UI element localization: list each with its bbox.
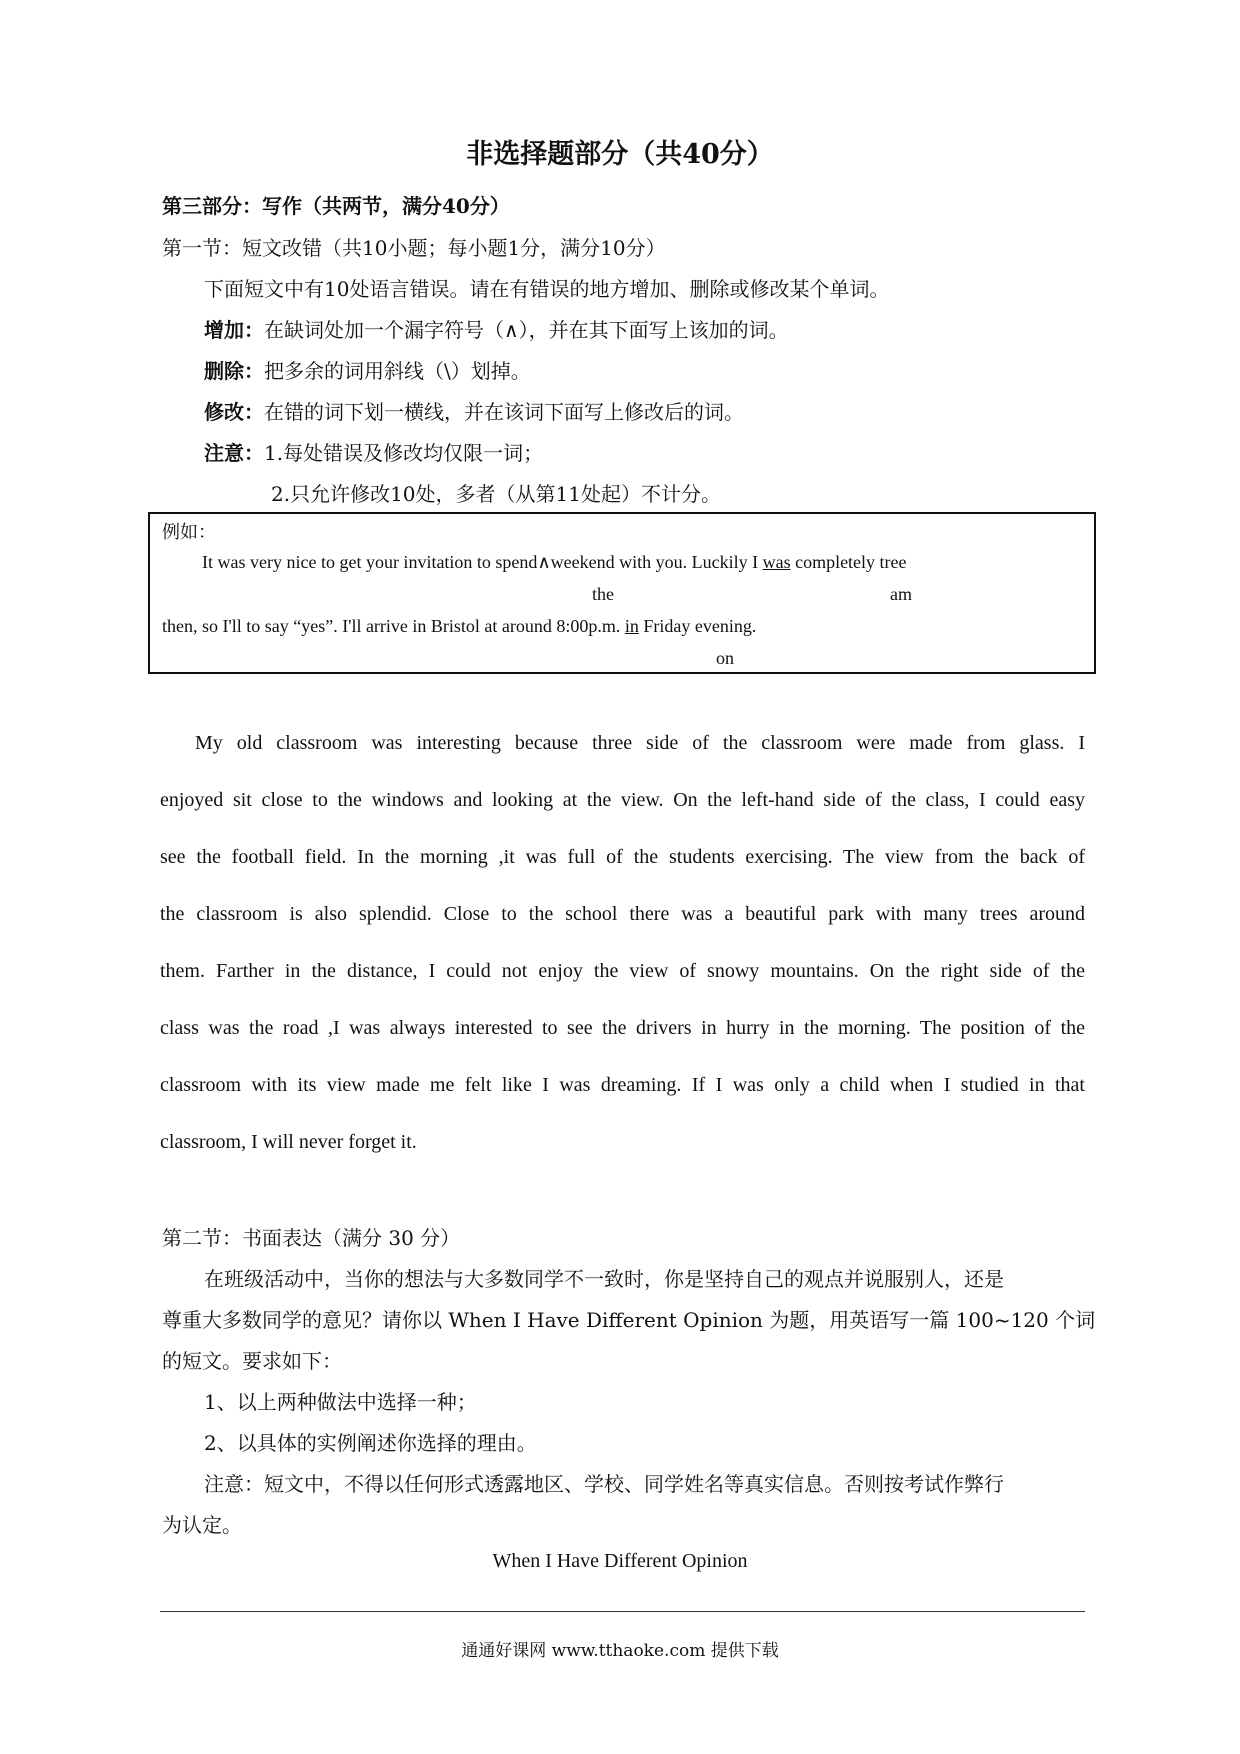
essay-title: When I Have Different Opinion xyxy=(492,1550,748,1572)
rule-add xyxy=(204,314,789,343)
requirement-1: 1、以上两种做法中选择一种； xyxy=(204,1390,477,1414)
rule-modify xyxy=(204,396,744,425)
footer-divider xyxy=(160,1611,1085,1612)
task-paragraph-line-2: 尊重大多数同学的意见？请你以 When I Have Different Opinion 为题，用英语写一篇 100~120 个词 xyxy=(162,1308,1096,1332)
essay-line: see the football field. In the morning ,it was full of the students exercising. The view from the back of xyxy=(160,846,1085,868)
rule-delete-label: 删除： xyxy=(204,359,264,383)
essay-line: classroom with its view made me felt like I was dreaming. If I was only a child when I studied in that xyxy=(160,1074,1085,1096)
essay-line: classroom, I will never forget it. xyxy=(160,1131,417,1153)
example-box xyxy=(148,512,1096,674)
insert-caret: ∧ xyxy=(537,552,551,572)
page-title: 非选择题部分（共40分） xyxy=(466,139,774,170)
essay-line: class was the road ,I was always interested to see the drivers in hurry in the morning. The position of the xyxy=(160,1017,1085,1039)
note-line-1: 注意：短文中，不得以任何形式透露地区、学校、同学姓名等真实信息。否则按考试作弊行 xyxy=(204,1472,1004,1496)
rule-modify-label: 修改： xyxy=(204,400,264,424)
part-heading: 第三部分：写作（共两节，满分40分） xyxy=(162,194,510,218)
essay-line: the classroom is also splendid. Close to the school there was a beautiful park with many trees around xyxy=(160,903,1085,925)
rule-note-label: 注意： xyxy=(204,441,264,465)
section1-intro: 下面短文中有10处语言错误。请在有错误的地方增加、删除或修改某个单词。 xyxy=(204,277,890,301)
rule-note xyxy=(204,437,543,466)
rule-note-2: 2.只允许修改10处，多者（从第11处起）不计分。 xyxy=(271,482,721,506)
correction-on: on xyxy=(716,648,734,668)
footer-credit: 通通好课网 www.tthaoke.com 提供下载 xyxy=(461,1641,779,1661)
underlined-error-word: was xyxy=(762,552,791,572)
task-paragraph-line-3: 的短文。要求如下： xyxy=(162,1349,342,1373)
essay-line: enjoyed sit close to the windows and looking at the view. On the left-hand side of the class, I could easy xyxy=(160,789,1085,811)
example-line-2: then, so I'll to say “yes”. I'll arrive in Bristol at around 8:00p.m. in Friday evening. xyxy=(162,616,757,636)
example-label: 例如： xyxy=(162,522,216,542)
note-line-2: 为认定。 xyxy=(162,1513,242,1537)
rule-delete-text: 把多余的词用斜线（\）划掉。 xyxy=(264,359,531,383)
example-line-1: It was very nice to get your invitation to spend∧weekend with you. Luckily I was completely tree xyxy=(202,552,907,572)
rule-modify-text: 在错的词下划一横线，并在该词下面写上修改后的词。 xyxy=(264,400,744,424)
correction-am: am xyxy=(890,584,912,604)
rule-delete xyxy=(204,355,531,384)
section1-heading: 第一节：短文改错（共10小题；每小题1分，满分10分） xyxy=(162,236,666,260)
rule-add-label: 增加： xyxy=(204,318,264,342)
section2-heading: 第二节：书面表达（满分 30 分） xyxy=(162,1226,461,1250)
requirement-2: 2、以具体的实例阐述你选择的理由。 xyxy=(204,1431,537,1455)
rule-add-text: 在缺词处加一个漏字符号（∧），并在其下面写上该加的词。 xyxy=(264,318,789,342)
essay-line: My old classroom was interesting because three side of the classroom were made from glass. I xyxy=(195,732,1085,754)
correction-the: the xyxy=(592,584,614,604)
task-paragraph-line-1: 在班级活动中，当你的想法与大多数同学不一致时，你是坚持自己的观点并说服别人，还是 xyxy=(204,1267,1004,1291)
rule-note-1: 1.每处错误及修改均仅限一词； xyxy=(264,441,544,465)
underlined-error-word: in xyxy=(624,616,639,636)
essay-line: them. Farther in the distance, I could not enjoy the view of snowy mountains. On the right side of the xyxy=(160,960,1085,982)
